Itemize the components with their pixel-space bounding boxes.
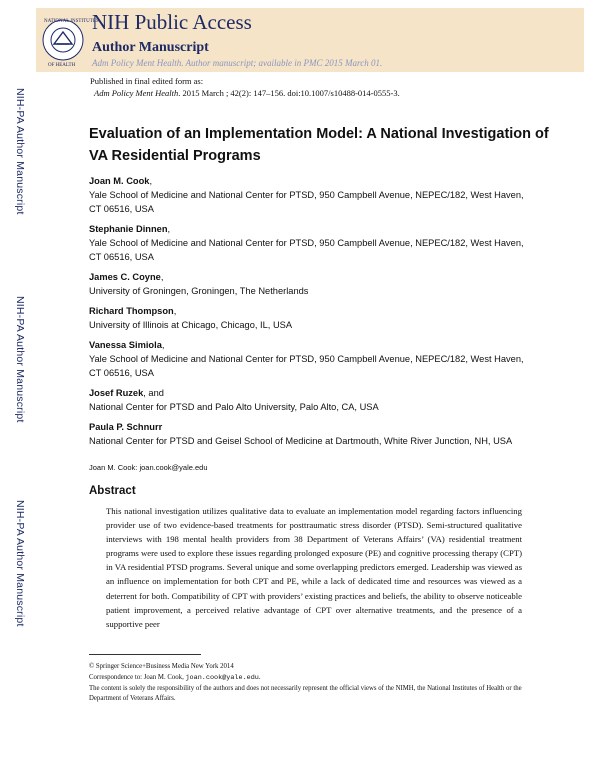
author-affiliation: University of Illinois at Chicago, Chicago, IL, USA	[89, 320, 293, 330]
side-label-top: NIH-PA Author Manuscript	[14, 88, 26, 215]
disclaimer-note: The content is solely the responsibility of the authors and does not necessarily represent the official views of the NIMH, the National Institutes of Health or the Department of Veterans Affairs.	[89, 685, 522, 702]
author-entry: Josef Ruzek, and National Center for PTSD and Palo Alto University, Palo Alto, CA, USA	[89, 386, 529, 414]
author-name: James C. Coyne	[89, 272, 161, 282]
published-label: Published in final edited form as:	[90, 76, 204, 86]
author-affiliation: Yale School of Medicine and National Center for PTSD, 950 Campbell Avenue, NEPEC/182, West Haven, CT 06516, USA	[89, 354, 524, 378]
banner-title: NIH Public Access	[92, 10, 252, 34]
author-list	[89, 174, 529, 454]
author-entry: Joan M. Cook, Yale School of Medicine and National Center for PTSD, 950 Campbell Avenue, NEPEC/182, West Haven, CT 06516, USA	[89, 174, 529, 216]
nih-seal-logo	[40, 10, 99, 70]
author-name: Stephanie Dinnen	[89, 224, 168, 234]
side-label-middle: NIH-PA Author Manuscript	[14, 296, 26, 423]
footnote-divider	[89, 654, 201, 655]
author-name: Paula P. Schnurr	[89, 422, 163, 432]
paper-title: Evaluation of an Implementation Model: A National Investigation of VA Residential Programs	[89, 126, 549, 164]
author-name: Richard Thompson	[89, 306, 174, 316]
banner-subtitle: Author Manuscript	[92, 40, 209, 55]
contact-email: Joan M. Cook: joan.cook@yale.edu	[89, 463, 208, 472]
copyright-note: © Springer Science+Business Media New York 2014	[89, 663, 234, 670]
svg-text:NATIONAL INSTITUTES: NATIONAL INSTITUTES	[44, 19, 99, 24]
svg-text:OF HEALTH: OF HEALTH	[48, 63, 76, 68]
author-entry: Richard Thompson, University of Illinois at Chicago, Chicago, IL, USA	[89, 304, 529, 332]
author-affiliation: University of Groningen, Groningen, The Netherlands	[89, 286, 309, 296]
author-affiliation: National Center for PTSD and Geisel School of Medicine at Dartmouth, White River Junction, NH, USA	[89, 436, 513, 446]
author-entry	[89, 420, 529, 448]
author-name: Josef Ruzek	[89, 388, 144, 398]
author-affiliation: Yale School of Medicine and National Center for PTSD, 950 Campbell Avenue, NEPEC/182, West Haven, CT 06516, USA	[89, 238, 524, 262]
citation-details: . 2015 March ; 42(2): 147–156. doi:10.1007/s10488-014-0555-3.	[178, 88, 400, 98]
correspondence-email: joan.cook@yale.edu	[185, 674, 259, 682]
abstract-heading: Abstract	[89, 485, 136, 497]
citation	[94, 88, 400, 98]
author-entry: Stephanie Dinnen, Yale School of Medicine and National Center for PTSD, 950 Campbell Avenue, NEPEC/182, West Haven, CT 06516, USA	[89, 222, 529, 264]
correspondence-note: Correspondence to: Joan M. Cook, joan.cook@yale.edu.	[89, 674, 261, 682]
author-entry: James C. Coyne, University of Groningen, Groningen, The Netherlands	[89, 270, 529, 298]
abstract-text: This national investigation utilizes qualitative data to evaluate an implementation model regarding factors influencing provider use of two evidence-based treatments for posttraumatic stress disorder (PTSD). Semi-structured qualitative interviews with 198 mental health providers from 38 Department of Veterans Affairs’ (VA) residential treatment programs were used to explore these issues regarding prolonged exposure (PE) and cognitive processing therapy (CPT) in VA residential PTSD programs. Several unique and some overlapping predictors emerged. Leadership was viewed as an influence on implementation for both CPT and PE, while a lack of dedicated time and resources was viewed as a deterrent for both. Compatibility of CPT with providers’ existing practices and beliefs, the ability to observe noticeable patient improvement, a perceived relative advantage of CPT over alternative treatments, and the presence of a supportive peer	[106, 506, 522, 629]
author-affiliation: Yale School of Medicine and National Center for PTSD, 950 Campbell Avenue, NEPEC/182, West Haven, CT 06516, USA	[89, 190, 524, 214]
journal-name: Adm Policy Ment Health	[94, 88, 179, 98]
author-name: Joan M. Cook	[89, 176, 150, 186]
author-affiliation: National Center for PTSD and Palo Alto University, Palo Alto, CA, USA	[89, 402, 379, 412]
side-label-bottom: NIH-PA Author Manuscript	[14, 500, 26, 627]
banner-availability-note: Adm Policy Ment Health. Author manuscript; available in PMC 2015 March 01.	[92, 58, 383, 68]
author-name: Vanessa Simiola	[89, 340, 162, 350]
author-entry: Vanessa Simiola, Yale School of Medicine and National Center for PTSD, 950 Campbell Avenue, NEPEC/182, West Haven, CT 06516, USA	[89, 338, 529, 380]
